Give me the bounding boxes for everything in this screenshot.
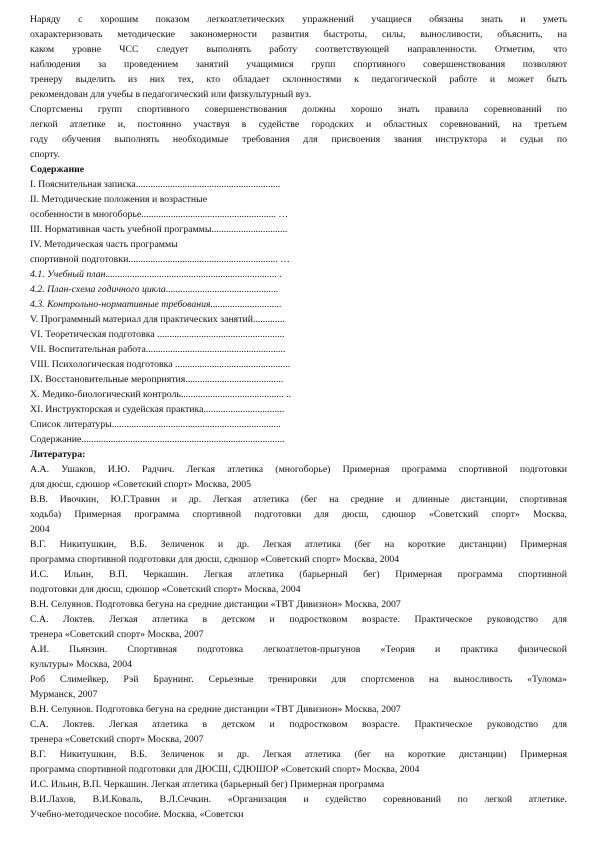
literature-reference: [30, 702, 567, 717]
reference-line: Мурманск, 2007: [30, 689, 98, 700]
reference-line: А.И. Пьянзин. Спортивная подготовка легкоатлетов-прыгунов «Теория и практика физической: [30, 644, 567, 655]
contents-item: X. Медико-биологический контроль.......................................... ..: [30, 389, 292, 400]
reference-line: Роб Слимейкер, Рэй Браунинг. Серьезные тренировки для спортсменов на выносливость «Тулома»: [30, 674, 567, 685]
reference-line: 2004: [30, 524, 50, 535]
reference-line: подготовки для дюсш, сдюшор «Советский спорт» Москва, 2004: [30, 584, 301, 595]
paragraph-line: Спортсмены групп спортивного совершенствования должны хорошо знать правила соревнований по: [30, 104, 567, 115]
literature-reference: [30, 672, 567, 702]
intro-paragraph-1: [30, 12, 567, 102]
reference-line: ходьба) Примерная программа спортивной подготовки для дюсш, сдюшор «Советский спорт» Москва,: [30, 509, 567, 520]
paragraph-line: легкой атлетике и, постоянно участвуя в судействе городских и областных соревнований, на третьем: [30, 119, 567, 130]
contents-item: XI. Инструкторская и судейская практика.................................: [30, 404, 285, 415]
contents-item: VI. Теоретическая подготовка ....................................................: [30, 329, 285, 340]
reference-line: И.С. Ильин, В.П. Черкашин. Легкая атлетика (барьерный бег) Примерная программа спортивной: [30, 569, 567, 580]
reference-line: для дюсш, сдюшор «Советский спорт» Москва, 2005: [30, 479, 251, 490]
reference-line: В.Г. Никитушкин, В.Б. Зеличенок и др. Легкая атлетика (бег на короткие дистанции) Примерная: [30, 749, 567, 760]
literature-reference: [30, 777, 567, 792]
contents-item: IX. Восстановительные мероприятия........................................: [30, 374, 284, 385]
contents-item: 4.3. Контрольно-нормативные требования.............................: [30, 299, 282, 310]
reference-line: В.В. Ивочкин, Ю.Г.Травин и др. Легкая атлетика (бег на средние и длинные дистанции, спортивная: [30, 494, 567, 505]
contents-item: II. Методические положения и возрастные: [30, 194, 208, 205]
contents-item: III. Нормативная часть учебной программы...............................: [30, 224, 288, 235]
contents-item: I. Пояснительная записка...........................................................: [30, 179, 281, 190]
contents-item: Содержание...................................................................................: [30, 434, 285, 445]
contents-item: спортивной подготовки............................................................. …: [30, 254, 290, 265]
contents-item: 4.1. Учебный план...................................................................... .: [30, 269, 282, 280]
literature-list: [30, 462, 567, 822]
literature-heading: Литература:: [30, 449, 86, 460]
contents-heading: Содержание: [30, 164, 85, 175]
reference-line: программа спортивной подготовки для дюсш, сдюшор «Советский спорт» Москва, 2004: [30, 554, 400, 565]
reference-line: Учебно-методическое пособие. Москва, «Советски: [30, 809, 244, 820]
contents-item: Список литературы.....................................................................: [30, 419, 281, 430]
contents-item: VII. Воспитательная работа.........................................................: [30, 344, 286, 355]
contents-item: VIII. Психологическая подготовка ...............................................: [30, 359, 291, 370]
literature-reference: [30, 612, 567, 642]
literature-reference: [30, 567, 567, 597]
reference-line: программа спортивной подготовки для ДЮСШ, СДЮШОР «Советский спорт» Москва, 2004: [30, 764, 420, 775]
paragraph-line: спорту.: [30, 149, 60, 160]
paragraph-line: наблюдения за проведением занятий учащимися групп спортивного совершенствования позволяют: [30, 59, 567, 70]
literature-reference: [30, 492, 567, 537]
reference-line: В.Н. Селуянов. Подготовка бегуна на средние дистанции «ТВТ Дивизион» Москва, 2007: [30, 704, 401, 715]
paragraph-line: рекомендован для учебы в педагогический или физкультурный вуз.: [30, 89, 312, 100]
paragraph-line: каком уровне ЧСС следует выполнять работу соответствующей направленности. Отметим, что: [30, 44, 567, 55]
intro-paragraph-2: [30, 102, 567, 162]
paragraph-line: тренеру выделить из них тех, кто обладает склонностями к педагогической работе и может быть: [30, 74, 567, 85]
reference-line: С.А. Локтев. Легкая атлетика в детском и подростковом возрасте. Практическое руководство для: [30, 719, 567, 730]
contents-item: 4.2. План-схема годичного цикла..............................................: [30, 284, 279, 295]
reference-line: В.Н. Селуянов. Подготовка бегуна на средние дистанции «ТВТ Дивизион» Москва, 2007: [30, 599, 401, 610]
reference-line: культуры» Москва, 2004: [30, 659, 133, 670]
contents-item: особенности в многоборье....................................................... …: [30, 209, 289, 220]
contents-item: V. Программный материал для практических занятий.............: [30, 314, 285, 325]
literature-reference: [30, 537, 567, 567]
literature-reference: [30, 597, 567, 612]
literature-reference: [30, 747, 567, 777]
contents-list: [30, 177, 567, 447]
reference-line: тренера «Советский спорт» Москва, 2007: [30, 629, 204, 640]
reference-line: И.С. Ильин, В.П. Черкашин. Легкая атлетика (барьерный бег) Примерная программа: [30, 779, 385, 790]
reference-line: С.А. Локтев. Легкая атлетика в детском и подростковом возрасте. Практическое руководство для: [30, 614, 567, 625]
literature-reference: [30, 642, 567, 672]
paragraph-line: году обучения выполнять необходимые требования для присвоения звания инструктора и судьи по: [30, 134, 567, 145]
reference-line: А.А. Ушаков, И.Ю. Радчич. Легкая атлетика (многоборье) Примерная программа спортивной подготовки: [30, 464, 567, 475]
literature-reference: [30, 717, 567, 747]
reference-line: В.Г. Никитушкин, В.Б. Зеличенок и др. Легкая атлетика (бег на короткие дистанции) Примерная: [30, 539, 567, 550]
paragraph-line: охарактеризовать методические закономерности развития быстроты, силы, выносливости, объяснить, на: [30, 29, 567, 40]
contents-item: IV. Методическая часть программы: [30, 239, 178, 250]
reference-line: В.И.Лахов, В.И.Коваль, В.Л.Сечкин. «Организация и судейство соревнований по легкой атлетике.: [30, 794, 567, 805]
reference-line: тренера «Советский спорт» Москва, 2007: [30, 734, 204, 745]
paragraph-line: Наряду с хорошим показом легкоатлетических упражнений учащиеся обязаны знать и уметь: [30, 14, 567, 25]
literature-reference: [30, 462, 567, 492]
literature-reference: [30, 792, 567, 822]
